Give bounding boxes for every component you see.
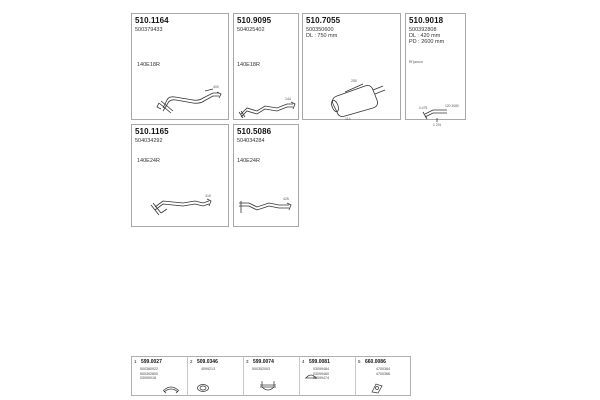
accessory-index: 5: [358, 359, 361, 364]
tail-pipe-icon: [407, 102, 465, 126]
accessory-cell[interactable]: [356, 357, 410, 395]
oem-code: DL : 420 mm: [409, 33, 441, 39]
leader-label: 1 291: [433, 123, 442, 126]
accessory-part-number: 599.0081: [309, 358, 330, 365]
model-label: 140E18R: [237, 62, 260, 68]
model-label: 140E24R: [137, 158, 160, 164]
accessory-cell[interactable]: [244, 357, 300, 395]
oem-code: 500392808: [409, 27, 437, 33]
muffler-icon: [325, 72, 395, 120]
part-number: 510.1165: [135, 127, 169, 136]
clamp-icon: [162, 384, 180, 394]
part-card-510-9018[interactable]: [405, 13, 466, 126]
part-number: 510.9018: [409, 16, 444, 25]
saddle-clamp-icon: [304, 371, 318, 381]
part-card-510-9095[interactable]: [233, 13, 299, 120]
part-card-510-7055[interactable]: [302, 13, 401, 120]
model-label: 140E24R: [237, 158, 260, 164]
accessory-index: 1: [134, 359, 137, 364]
accessory-part-number: 660.0086: [365, 358, 386, 365]
leader-label: 0.475: [419, 106, 428, 110]
oem-code: 500350600: [306, 27, 334, 33]
oem-code: 504034292: [135, 138, 163, 144]
leader-label: 250: [351, 79, 357, 83]
part-card-510-1164[interactable]: [131, 13, 229, 120]
leader-label: 425: [283, 197, 289, 201]
accessory-codes: 03099484 03099460 03099474: [313, 367, 329, 381]
accessory-codes: 4700364 4700366: [376, 367, 390, 376]
oem-code: DL : 750 mm: [306, 33, 338, 39]
oem-code: 504034284: [237, 138, 265, 144]
part-card-510-5086[interactable]: [233, 124, 299, 227]
model-label: 140E18R: [137, 62, 160, 68]
accessory-part-number: 599.0027: [141, 358, 162, 365]
exhaust-pipe-icon: [235, 94, 299, 124]
accessory-index: 4: [302, 359, 305, 364]
part-card-510-1165[interactable]: [131, 124, 229, 227]
leader-label: 410: [205, 194, 211, 198]
part-number: 510.9095: [237, 16, 272, 25]
exhaust-pipe-icon: [133, 76, 229, 116]
exhaust-pipe-icon: [133, 189, 229, 223]
accessory-codes: 500380922 500392800 03090018: [140, 367, 158, 381]
accessory-cell[interactable]: [300, 357, 356, 395]
leader-label: 120 3080: [445, 104, 459, 108]
part-number: 510.7055: [306, 16, 341, 25]
accessory-part-number: 509.0346: [197, 358, 218, 365]
oem-code: 500379433: [135, 27, 163, 33]
oem-code: PD : 2600 mm: [409, 39, 445, 45]
gasket-icon: [196, 383, 210, 393]
note: Ri'(aroco: [409, 60, 423, 64]
hanger-icon: [370, 382, 384, 394]
oem-code: 504025402: [237, 27, 265, 33]
part-number: 510.5086: [237, 127, 272, 136]
leader-label: 144: [285, 97, 291, 101]
accessory-cell[interactable]: [132, 357, 188, 395]
leader-label: 400: [213, 85, 219, 89]
u-bolt-clamp-icon: [258, 379, 278, 393]
leader-label: 114: [345, 117, 351, 120]
accessory-index: 3: [246, 359, 249, 364]
accessory-strip: [131, 356, 411, 396]
exhaust-pipe-icon: [235, 191, 299, 221]
part-number: 510.1164: [135, 16, 169, 25]
accessory-codes: 4099213: [201, 367, 215, 371]
accessory-index: 2: [190, 359, 193, 364]
accessory-cell[interactable]: [188, 357, 244, 395]
accessory-codes: 500352003: [252, 367, 270, 371]
accessory-part-number: 599.0074: [253, 358, 274, 365]
